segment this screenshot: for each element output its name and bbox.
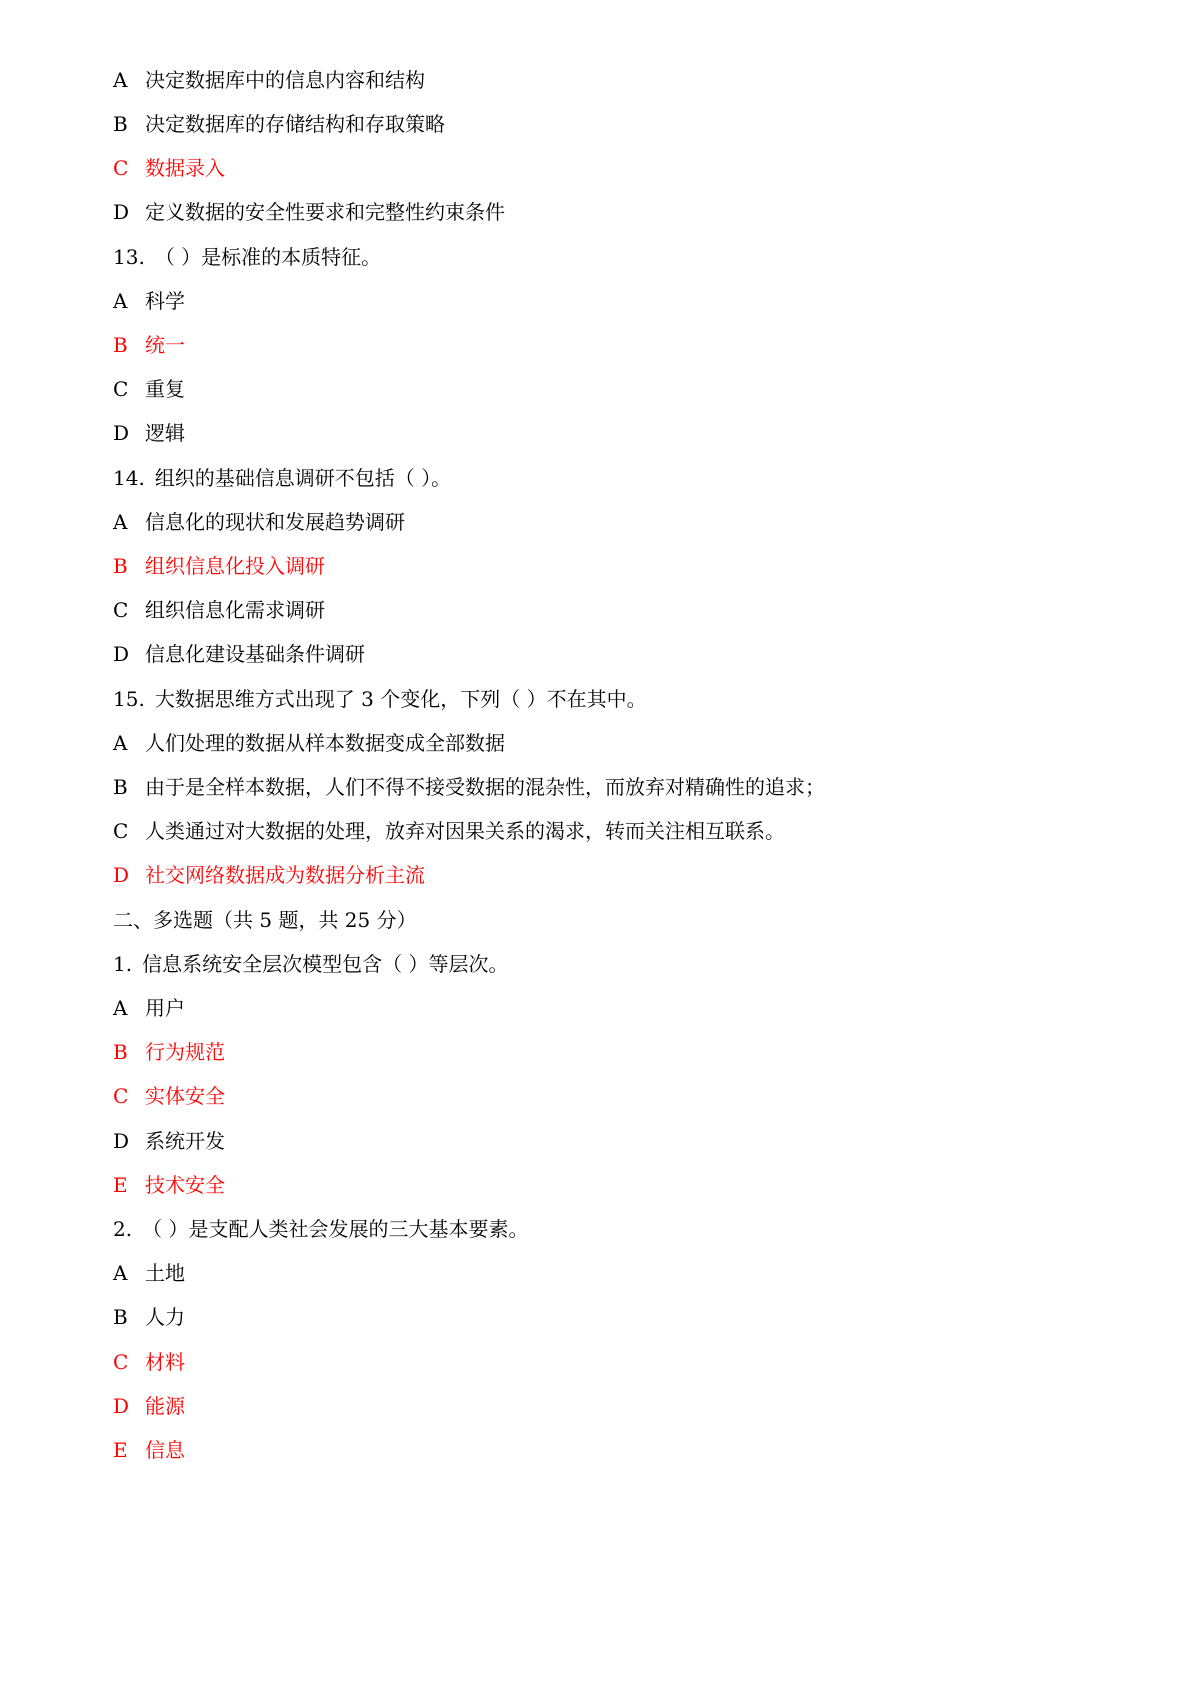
question-line [113, 1206, 528, 1253]
option-letter: D [113, 642, 130, 666]
option-line [113, 189, 505, 236]
option-letter: C [113, 1084, 129, 1108]
option-text: 统一 [145, 333, 185, 357]
option-letter: A [113, 510, 128, 534]
option-letter: A [113, 1261, 128, 1285]
option-letter: B [113, 554, 128, 578]
question-number: 13. [113, 245, 145, 269]
option-line [113, 366, 185, 413]
question-number: 1. [113, 952, 133, 976]
option-line [113, 587, 325, 634]
option-text: 社交网络数据成为数据分析主流 [145, 863, 425, 887]
option-line [113, 1427, 185, 1474]
option-text: 人类通过对大数据的处理，放弃对因果关系的渴求，转而关注相互联系。 [145, 819, 785, 843]
option-letter: C [113, 377, 129, 401]
option-text: 人们处理的数据从样本数据变成全部数据 [145, 731, 505, 755]
option-text: 能源 [145, 1394, 185, 1418]
option-line [113, 1073, 225, 1120]
option-text: 系统开发 [145, 1129, 225, 1153]
option-letter: B [113, 1305, 128, 1329]
question-text: 组织的基础信息调研不包括（ ）。 [154, 466, 452, 490]
option-line [113, 57, 425, 104]
question-line [113, 455, 451, 502]
option-text: 土地 [145, 1261, 185, 1285]
option-text: 由于是全样本数据，人们不得不接受数据的混杂性，而放弃对精确性的追求； [145, 775, 825, 799]
option-line [113, 145, 225, 192]
option-text: 逻辑 [145, 421, 185, 445]
option-letter: B [113, 333, 128, 357]
option-line [113, 322, 185, 369]
option-text: 组织信息化投入调研 [145, 554, 325, 578]
option-letter: B [113, 775, 128, 799]
option-line [113, 720, 505, 767]
question-line [113, 676, 647, 723]
question-text: 大数据思维方式出现了 3 个变化，下列（ ）不在其中。 [154, 687, 647, 711]
option-letter: D [113, 421, 130, 445]
option-text: 信息化的现状和发展趋势调研 [145, 510, 405, 534]
option-letter: D [113, 1129, 130, 1153]
option-letter: C [113, 1350, 129, 1374]
option-line [113, 1294, 185, 1341]
option-line [113, 1118, 225, 1165]
option-line [113, 410, 185, 457]
option-text: 重复 [145, 377, 185, 401]
question-text: （ ）是标准的本质特征。 [154, 245, 382, 269]
option-line [113, 764, 825, 811]
option-line [113, 278, 185, 325]
option-text: 实体安全 [145, 1084, 225, 1108]
option-line [113, 852, 425, 899]
question-number: 15. [113, 687, 145, 711]
option-letter: C [113, 156, 129, 180]
option-line [113, 1029, 225, 1076]
option-letter: E [113, 1173, 128, 1197]
option-line [113, 631, 365, 678]
option-letter: D [113, 863, 130, 887]
question-line [113, 234, 381, 281]
option-letter: D [113, 1394, 130, 1418]
question-number: 2. [113, 1217, 133, 1241]
option-letter: D [113, 200, 130, 224]
option-text: 决定数据库中的信息内容和结构 [145, 68, 425, 92]
option-line [113, 985, 185, 1032]
option-letter: A [113, 289, 128, 313]
option-text: 组织信息化需求调研 [145, 598, 325, 622]
option-text: 科学 [145, 289, 185, 313]
option-letter: C [113, 598, 129, 622]
option-text: 技术安全 [145, 1173, 225, 1197]
option-text: 信息 [145, 1438, 185, 1462]
option-line [113, 1162, 225, 1209]
option-letter: C [113, 819, 129, 843]
option-letter: A [113, 731, 128, 755]
option-line [113, 543, 325, 590]
option-letter: A [113, 996, 128, 1020]
option-text: 决定数据库的存储结构和存取策略 [145, 112, 445, 136]
option-text: 材料 [145, 1350, 185, 1374]
option-line [113, 1383, 185, 1430]
option-line [113, 808, 785, 855]
option-text: 人力 [145, 1305, 185, 1329]
option-text: 用户 [145, 996, 185, 1020]
option-line [113, 499, 405, 546]
section-heading [113, 897, 417, 944]
option-letter: A [113, 68, 128, 92]
option-letter: B [113, 112, 128, 136]
option-line [113, 101, 445, 148]
option-text: 行为规范 [145, 1040, 225, 1064]
option-text: 定义数据的安全性要求和完整性约束条件 [145, 200, 505, 224]
question-number: 14. [113, 466, 145, 490]
question-text: 信息系统安全层次模型包含（ ）等层次。 [142, 952, 509, 976]
section-heading-text: 二、多选题（共 5 题，共 25 分） [113, 908, 417, 932]
option-line [113, 1250, 185, 1297]
option-text: 数据录入 [145, 156, 225, 180]
option-letter: B [113, 1040, 128, 1064]
option-text: 信息化建设基础条件调研 [145, 642, 365, 666]
option-letter: E [113, 1438, 128, 1462]
question-line [113, 941, 508, 988]
option-line [113, 1339, 185, 1386]
question-text: （ ）是支配人类社会发展的三大基本要素。 [142, 1217, 529, 1241]
